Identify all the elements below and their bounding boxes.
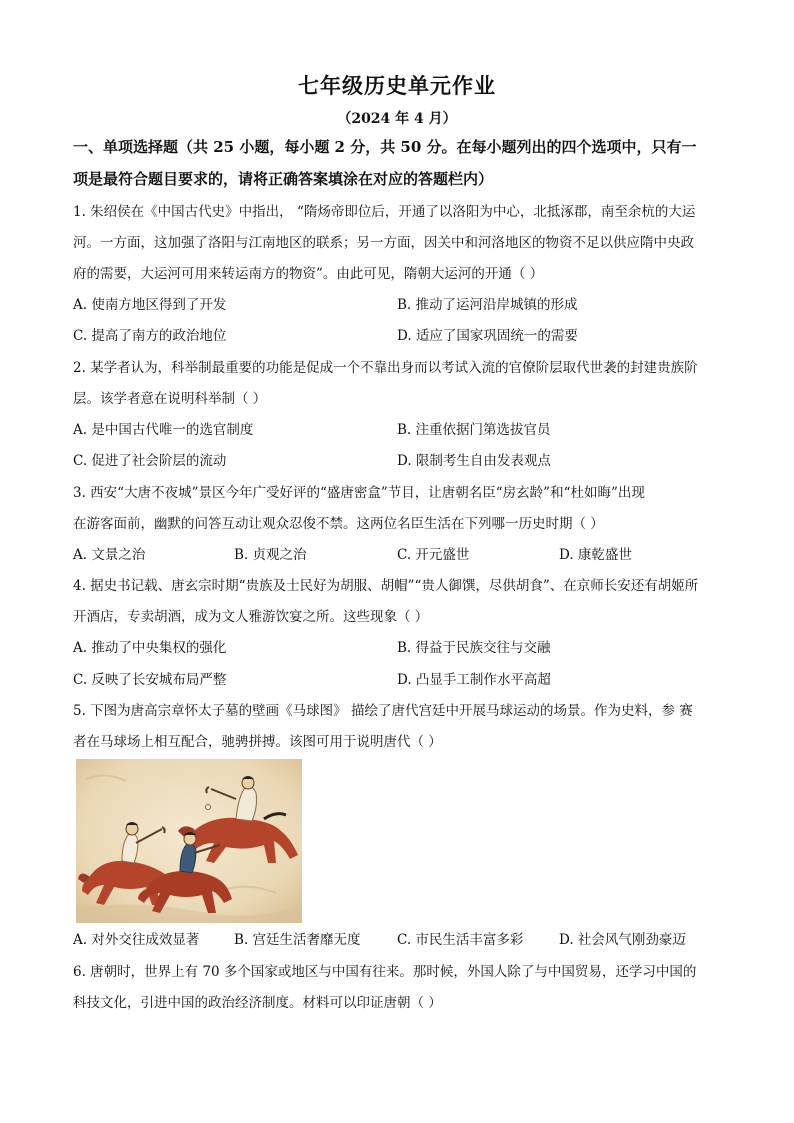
question-1-stem-line-1: 1. 朱绍侯在《中国古代史》中指出， “隋炀帝即位后，开通了以洛阳为中心，北抵涿郡，南至余杭的大运 bbox=[73, 204, 696, 220]
question-4-option-b[interactable]: B. 得益于民族交往与交融 bbox=[397, 640, 551, 656]
question-4-option-a[interactable]: A. 推动了中央集权的强化 bbox=[73, 640, 227, 656]
question-5-stem-line-1: 5. 下图为唐高宗章怀太子墓的壁画《马球图》 描绘了唐代宫廷中开展马球运动的场景。作为史料，参 赛 bbox=[73, 703, 693, 719]
section-heading-line-1: 一、单项选择题（共 25 小题，每小题 2 分，共 50 分。在每小题列出的四个选项中，只有一 bbox=[73, 138, 697, 156]
question-3-stem-line-1: 3. 西安“大唐不夜城”景区今年广受好评的“盛唐密盒”节目，让唐朝名臣“房玄龄”和“杜如晦”出现 bbox=[73, 485, 645, 501]
question-2-option-d[interactable]: D. 限制考生自由发表观点 bbox=[397, 453, 551, 469]
page-date: （2024 年 4 月） bbox=[337, 111, 457, 127]
section-heading-line-2: 项是最符合题目要求的，请将正确答案填涂在对应的答题栏内） bbox=[73, 170, 494, 188]
question-3-option-b[interactable]: B. 贞观之治 bbox=[234, 547, 307, 563]
polo-ball bbox=[206, 805, 211, 810]
question-2-option-b[interactable]: B. 注重依据门第选拔官员 bbox=[397, 422, 551, 438]
question-6-stem-line-1: 6. 唐朝时，世界上有 70 多个国家或地区与中国有往来。那时候，外国人除了与中国贸易，还学习中国的 bbox=[73, 964, 697, 980]
question-2-stem-line-1: 2. 某学者认为，科举制最重要的功能是促成一个不靠出身而以考试入流的官僚阶层取代世袭的封建贵族阶 bbox=[73, 360, 698, 376]
question-2-stem-line-2: 层。该学者意在说明科举制（ ） bbox=[73, 391, 267, 407]
question-1-stem-line-3: 府的需要，大运河可用来转运南方的物资”。由此可见，隋朝大运河的开通（ ） bbox=[73, 266, 544, 282]
question-1-option-b[interactable]: B. 推动了运河沿岸城镇的形成 bbox=[397, 297, 578, 313]
question-2-option-a[interactable]: A. 是中国古代唯一的选官制度 bbox=[73, 422, 254, 438]
question-4-stem-line-1: 4. 据史书记载、唐玄宗时期“贵族及士民好为胡服、胡帽”“贵人御馔，尽供胡食”、在京师长安还有胡姬所 bbox=[73, 578, 699, 594]
question-3-option-a[interactable]: A. 文景之治 bbox=[73, 547, 146, 563]
question-4-option-d[interactable]: D. 凸显手工制作水平高超 bbox=[397, 672, 551, 688]
question-6-stem-line-2: 科技文化，引进中国的政治经济制度。材料可以印证唐朝（ ） bbox=[73, 995, 442, 1011]
question-1-option-a[interactable]: A. 使南方地区得到了开发 bbox=[73, 297, 227, 313]
question-5-option-a[interactable]: A. 对外交往成效显著 bbox=[73, 932, 200, 948]
question-3-option-d[interactable]: D. 康乾盛世 bbox=[559, 547, 632, 563]
question-5-option-c[interactable]: C. 市民生活丰富多彩 bbox=[397, 932, 524, 948]
polo-mural-illustration bbox=[76, 759, 302, 923]
question-1-option-d[interactable]: D. 适应了国家巩固统一的需要 bbox=[397, 328, 578, 344]
question-4-option-c[interactable]: C. 反映了长安城布局严整 bbox=[73, 672, 227, 688]
question-1-option-c[interactable]: C. 提高了南方的政治地位 bbox=[73, 328, 227, 344]
question-5-stem-line-2: 者在马球场上相互配合，驰骋拼搏。该图可用于说明唐代（ ） bbox=[73, 734, 442, 750]
question-3-option-c[interactable]: C. 开元盛世 bbox=[397, 547, 470, 563]
question-2-option-c[interactable]: C. 促进了社会阶层的流动 bbox=[73, 453, 227, 469]
polo-mural-image bbox=[76, 759, 302, 923]
page-title: 七年级历史单元作业 bbox=[298, 73, 496, 98]
question-4-stem-line-2: 开酒店，专卖胡酒，成为文人雅游饮宴之所。这些现象（ ） bbox=[73, 609, 429, 625]
question-1-stem-line-2: 河。一方面，这加强了洛阳与江南地区的联系；另一方面，因关中和河洛地区的物资不足以供应隋中央政 bbox=[73, 235, 694, 251]
question-3-stem-line-2: 在游客面前，幽默的问答互动让观众忍俊不禁。这两位名臣生活在下列哪一历史时期（ ） bbox=[73, 516, 604, 532]
question-5-option-d[interactable]: D. 社会风气刚劲豪迈 bbox=[559, 932, 686, 948]
question-5-option-b[interactable]: B. 宫廷生活奢靡无度 bbox=[234, 932, 361, 948]
